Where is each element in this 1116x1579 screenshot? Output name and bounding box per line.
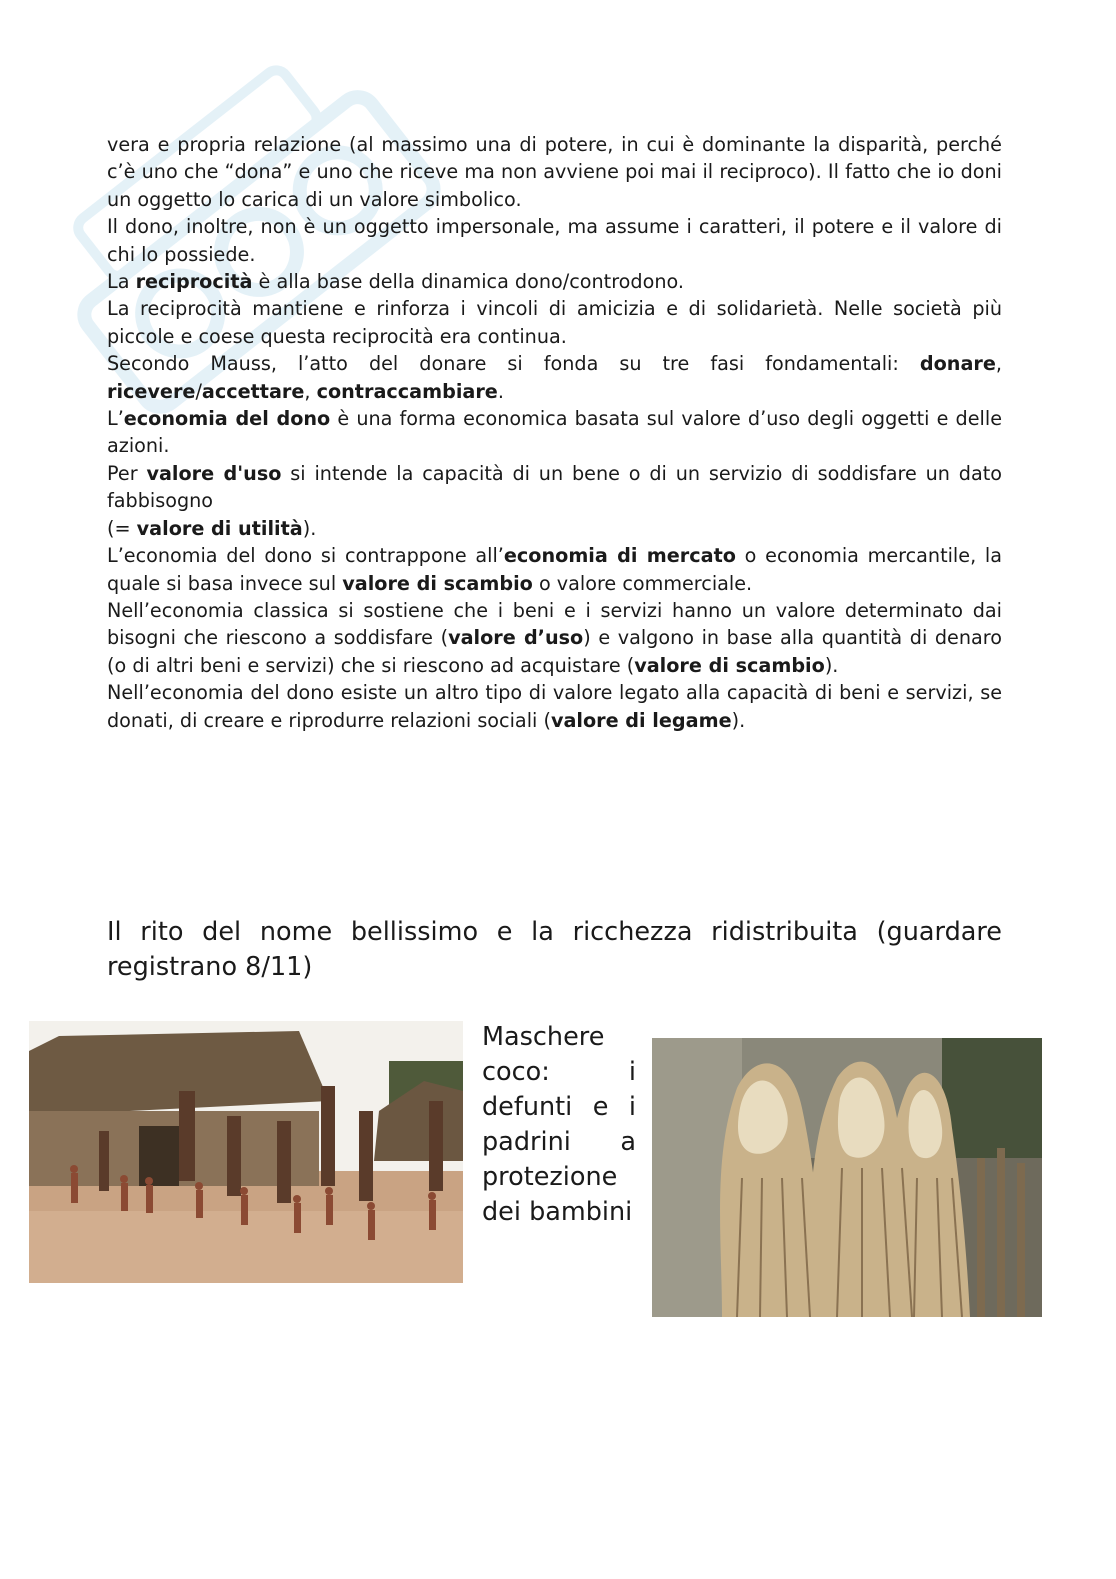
text-run: ). [731,708,746,732]
bold-term: economia del dono [123,407,331,431]
text-run: vera e propria relazione (al massimo una di potere, in cui è dominante la disparità, perché c’è uno che “dona” e uno che riceve ma non avviene poi mai il reciproco). Il fatto che io doni un oggetto lo carica di un valore simbolico. [107,133,1002,211]
text-run: / [195,379,202,403]
paragraph [107,597,1002,679]
paragraph [107,679,1002,734]
text-run: si intende la capacità di un bene o di un servizio di soddisfare un dato fabbisogno [107,461,1003,513]
text-run: Per [107,461,147,485]
text-run: ) e valgono in base alla quantità di denaro (o di altri beni e servizi) che si riescono ad acquistare ( [107,626,1002,677]
bold-term: valore di utilità [136,516,303,540]
photo-caption: Maschere coco: i defunti e i padrini a protezione dei bambini [482,1022,636,1227]
bold-term: reciprocità [135,270,253,294]
paragraph [107,213,1002,268]
bold-term: valore di scambio [634,653,825,677]
bold-term: valore di scambio [342,571,533,595]
paragraph [107,460,1002,515]
text-run: , [304,379,317,403]
section-title: Il rito del nome bellissimo e la ricchezza ridistribuita (guardare registrano 8/11) [107,917,1002,982]
paragraph [107,268,1002,295]
text-run: Il dono, inoltre, non è un oggetto impersonale, ma assume i caratteri, il potere e il valore di chi lo possiede. [107,215,1002,266]
text-run: La reciprocità mantiene e rinforza i vincoli di amicizia e di solidarietà. Nelle società più piccole e coese questa reciprocità era continua. [107,297,1002,348]
paragraph [107,350,1002,405]
paragraph [107,131,1002,213]
text-run: è alla base della dinamica dono/controdono. [252,270,684,294]
bold-term: valore d'uso [146,461,282,485]
text-run: (= [107,516,137,540]
text-run: L’ [107,407,124,431]
bold-term: economia di mercato [503,544,736,568]
masks-photo [652,1038,1042,1317]
bold-term: valore di legame [550,708,732,732]
text-run: L’economia del dono si contrappone all’ [107,544,504,568]
text-run: Secondo Mauss, l’atto del donare si fonda su tre fasi fondamentali: [107,352,920,376]
text-run: o valore commerciale. [532,571,753,595]
text-run: o economia mercantile, la quale si basa invece sul [107,544,1002,595]
bold-term: contraccambiare [316,379,498,403]
bold-term: valore d’uso [448,626,584,650]
text-run: Nell’economia del dono esiste un altro tipo di valore legato alla capacità di beni e servizi, se donati, di creare e riprodurre relazioni sociali ( [107,681,1002,732]
text-run: ). [824,653,839,677]
text-run: è una forma economica basata sul valore d’uso degli oggetti e delle azioni. [107,407,1002,458]
bold-term: accettare [201,379,305,403]
text-run: , [995,352,1002,376]
bold-term: ricevere [107,379,196,403]
text-run: . [497,379,504,403]
text-run: ). [302,516,317,540]
text-run: La [107,270,136,294]
paragraph [107,295,1002,350]
bold-term: donare [919,352,996,376]
paragraph [107,405,1002,460]
paragraph [107,542,1002,597]
body-text [107,131,1002,734]
paragraph [107,515,1002,542]
village-photo [29,1021,463,1283]
text-run: Nell’economia classica si sostiene che i beni e i servizi hanno un valore determinato dai bisogni che riescono a soddisfare ( [107,598,1002,650]
